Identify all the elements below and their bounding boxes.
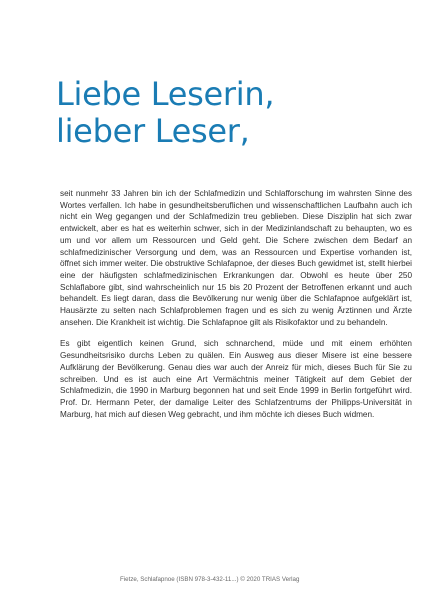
- page-footer: Fietze, Schlafapnoe (ISBN 978-3-432-11...) © 2020 TRIAS Verlag: [120, 576, 300, 583]
- heading-line-1: Liebe Leserin,: [56, 75, 275, 113]
- paragraph-1: seit nunmehr 33 Jahren bin ich der Schlafmedizin und Schlafforschung im wahrsten Sinne des Wortes verfallen. Ich habe in gesundheitsberuflichen und wissenschaftlichen Laufbahn auch ich nicht ein Weg gegangen und der Schlafmedizin treu geblieben. Diese Disziplin hat sich zwar entwickelt, aber es hat es weiterhin schwer, sich in der Medizinlandschaft zu behaupten, wo es um und vor allem um Ressourcen und Geld geht. Die Schere zwischen dem Bedarf an schlafmedizinischer Versorgung und dem, was an Ressourcen und Expertise vorhanden ist, öffnet sich immer weiter. Die obstruktive Schlafapnoe, der dieses Buch gewidmet ist, stellt hierbei eine der häufigsten schlafmedizinischen Erkrankungen dar. Obwohl es heute über 250 Schlaflabore gibt, sind wahrscheinlich nur 15 bis 20 Prozent der Betroffenen erkannt und auch behandelt. Es liegt daran, dass die Bevölkerung nur wenig über die Schlafapnoe aufgeklärt ist, Hausärzte zu selten nach Schlafproblemen fragen und es sich zu wenig Ärztinnen und Ärzte ansehen. Die Krankheit ist wichtig. Die Schlafapnoe gilt als Risikofaktor und zu behandeln.: [60, 189, 412, 327]
- body-text: [60, 188, 412, 430]
- heading-line-2: lieber Leser,: [56, 112, 250, 150]
- paragraph-2: Es gibt eigentlich keinen Grund, sich schnarchend, müde und mit einem erhöhten Gesundheitsrisiko durchs Leben zu quälen. Ein Ausweg aus dieser Misere ist eine bessere Aufklärung der Bevölkerung. Genau dies war auch der Anreiz für mich, dieses Buch für Sie zu schreiben. Und es ist auch eine Art Vermächtnis meiner Tätigkeit auf dem Gebiet der Schlafmedizin, die 1990 in Marburg begonnen hat und seit Ende 1999 in Berlin fortgeführt wird. Prof. Dr. Hermann Peter, der damalige Leiter des Schlafzentrums der Philipps-Universität in Marburg, hat mich auf diesen Weg gebracht, und ihm möchte ich dieses Buch widmen.: [60, 339, 412, 419]
- page-heading: [56, 76, 274, 150]
